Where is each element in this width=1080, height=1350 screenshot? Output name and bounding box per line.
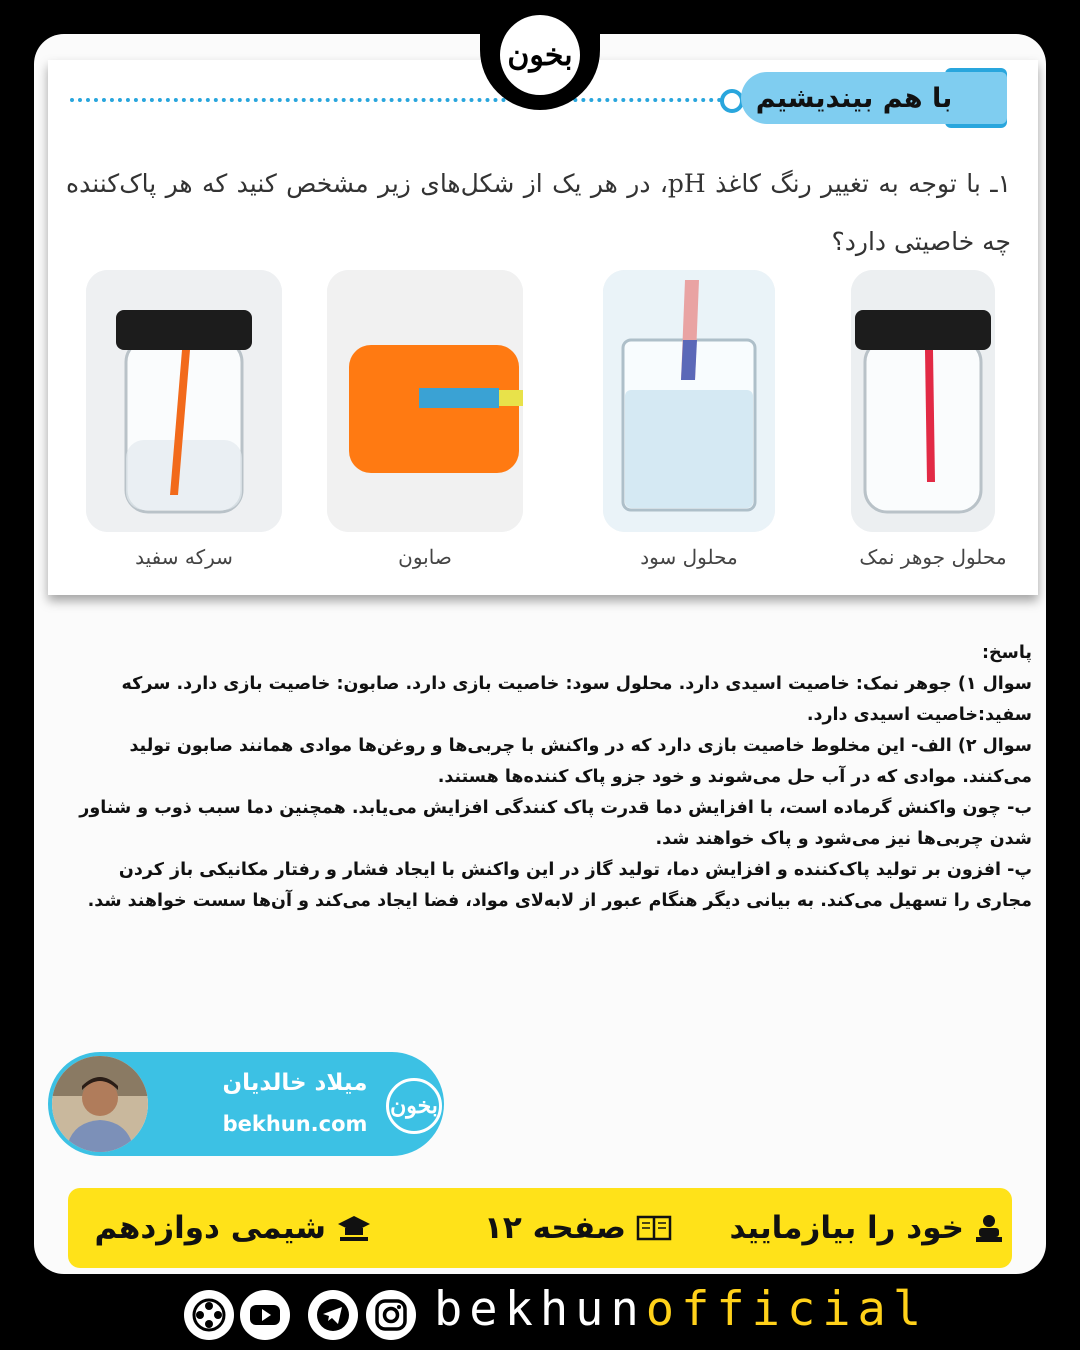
footer-info-bar — [68, 1188, 1012, 1268]
beaker-illustration — [603, 270, 775, 532]
subject-label-group — [95, 1188, 372, 1268]
answer-heading: پاسخ: — [982, 643, 1032, 663]
jar-illustration-2 — [851, 270, 995, 532]
instagram-icon[interactable] — [366, 1290, 416, 1340]
caption-naoh: محلول سود — [640, 545, 738, 569]
page-label: صفحه ۱۲ — [483, 1210, 626, 1246]
exercise-label-group — [729, 1188, 1004, 1268]
instagram-glyph — [373, 1297, 409, 1333]
graduation-cap-icon — [336, 1213, 372, 1243]
brand-handle-part2: official — [645, 1282, 929, 1337]
brand-logo-mark: بخون — [500, 15, 580, 95]
page-label-group — [484, 1188, 672, 1268]
aparat-glyph — [191, 1297, 227, 1333]
photo-soap — [327, 270, 523, 532]
dotted-rule — [70, 98, 722, 102]
answer-block — [70, 638, 1032, 917]
youtube-glyph — [247, 1297, 283, 1333]
exercise-label: خود را بیازمایید — [729, 1210, 964, 1246]
answer-paragraph-1: سوال ۱) جوهر نمک: خاصیت اسیدی دارد. محلول سود: خاصیت بازی دارد. صابون: خاصیت بازی دارد. سرکه سفید:خاصیت اسیدی دارد. — [121, 674, 1032, 725]
youtube-icon[interactable] — [240, 1290, 290, 1340]
photo-hcl-jar — [851, 270, 995, 532]
question-text: ۱ـ با توجه به تغییر رنگ کاغذ pH، در هر یک از شکل‌های زیر مشخص کنید که هر پاک‌کننده چه خاصیتی دارد؟ — [66, 169, 1011, 256]
brand-handle-part1: bekhun — [434, 1282, 646, 1337]
answer-paragraph-2: سوال ۲) الف- این مخلوط خاصیت بازی دارد که در واکنش با چربی‌ها و روغن‌ها موادی همانند صابون تولید می‌کنند. موادی که در آب حل می‌شوند و خود جزو پاک کننده‌ها هستند. — [129, 736, 1032, 787]
avatar-person-icon — [52, 1056, 148, 1152]
author-badge[interactable] — [48, 1052, 444, 1156]
caption-hcl: محلول جوهر نمک — [859, 545, 1007, 569]
author-name: میلاد خالدیان — [222, 1070, 368, 1096]
author-website[interactable]: bekhun.com — [222, 1112, 368, 1136]
answer-paragraph-4: پ- افزون بر تولید پاک‌کننده و افزایش دما، تولید گاز در این واکنش با ایجاد فشار و رفتار مکانیکی باز کردن مجاری را تسهیل می‌کند. به بیانی دیگر هنگام عبور از لابه‌لای مواد، فضا ایجاد می‌کند و آن‌ها سست خواهند شد. — [87, 860, 1032, 911]
answer-paragraph-3: ب- چون واکنش گرماده است، با افزایش دما قدرت پاک کنندگی افزایش می‌یابد. همچنین دما سبب ذوب و شناور شدن چربی‌ها نیز می‌شود و پاک خواهند شد. — [79, 798, 1032, 849]
book-icon — [636, 1213, 672, 1243]
telegram-glyph — [315, 1297, 351, 1333]
caption-vinegar: سرکه سفید — [135, 545, 233, 569]
section-title: با هم بیندیشیم — [755, 82, 953, 114]
aparat-icon[interactable] — [184, 1290, 234, 1340]
jar-illustration — [86, 270, 282, 532]
teacher-icon — [974, 1213, 1004, 1243]
telegram-icon[interactable] — [308, 1290, 358, 1340]
photo-vinegar-jar — [86, 270, 282, 532]
section-banner — [741, 72, 1007, 124]
caption-soap: صابون — [398, 545, 452, 569]
subject-label: شیمی دوازدهم — [94, 1210, 326, 1246]
avatar — [52, 1056, 148, 1152]
soap-illustration — [327, 270, 523, 532]
author-brand-logo: بخون — [386, 1078, 442, 1134]
brand-handle[interactable] — [434, 1282, 928, 1337]
textbook-excerpt — [48, 60, 1038, 595]
photo-naoh-beaker — [603, 270, 775, 532]
